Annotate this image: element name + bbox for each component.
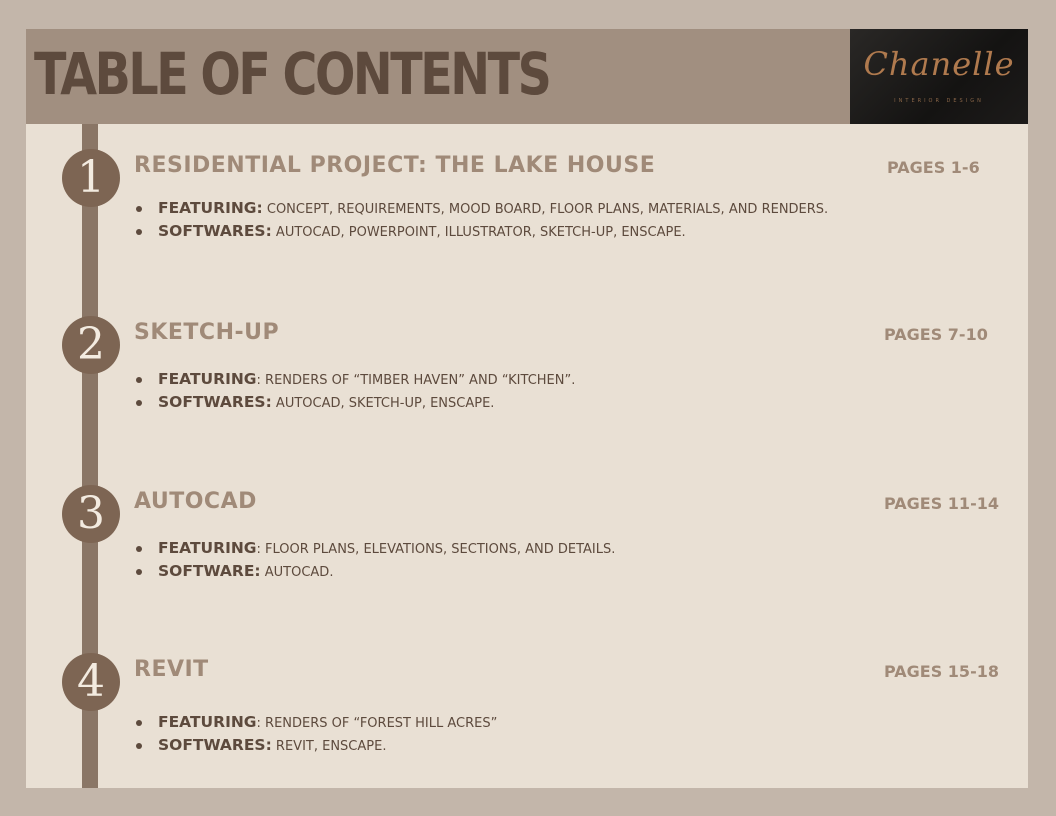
section-pages: PAGES 15-18: [884, 662, 999, 681]
bullet-dot-icon: [136, 229, 142, 235]
bullet-dot-icon: [136, 569, 142, 575]
section-bullets: [134, 711, 497, 757]
logo-script: Chanelle: [863, 45, 1015, 83]
bullet-software: [134, 560, 615, 583]
bullet-text: CONCEPT, REQUIREMENTS, MOOD BOARD, FLOOR PLANS, MATERIALS, AND RENDERS.: [262, 202, 829, 217]
bullet-text: AUTOCAD, POWERPOINT, ILLUSTRATOR, SKETCH-UP, ENSCAPE.: [271, 225, 686, 240]
bullet-dot-icon: [136, 546, 142, 552]
section-number: 1: [62, 149, 120, 207]
bullet-label: FEATURING:: [158, 199, 263, 217]
bullet-label: SOFTWARE:: [158, 562, 261, 580]
bullet-featuring: [134, 537, 615, 560]
section-title: REVIT: [134, 657, 209, 682]
section-title: RESIDENTIAL PROJECT: THE LAKE HOUSE: [134, 153, 656, 178]
bullet-dot-icon: [136, 720, 142, 726]
bullet-dot-icon: [136, 743, 142, 749]
bullet-label: FEATURING: [158, 713, 257, 731]
section-pages: PAGES 7-10: [884, 325, 988, 344]
bullet-text: : FLOOR PLANS, ELEVATIONS, SECTIONS, AND DETAILS.: [256, 542, 616, 557]
section-title: SKETCH-UP: [134, 320, 280, 345]
bullet-text: : RENDERS OF “FOREST HILL ACRES”: [256, 716, 498, 731]
bullet-dot-icon: [136, 206, 142, 212]
toc-page: [26, 29, 1028, 788]
bullet-label: SOFTWARES:: [158, 393, 272, 411]
section-number: 2: [62, 316, 120, 374]
section-pages: PAGES 1-6: [887, 158, 980, 177]
bullet-softwares: [134, 734, 497, 757]
section-title: AUTOCAD: [134, 489, 257, 514]
bullet-text: AUTOCAD.: [260, 565, 334, 580]
section-pages: PAGES 11-14: [884, 494, 999, 513]
section-bullets: [134, 537, 615, 583]
bullet-softwares: [134, 220, 828, 243]
bullet-featuring: [134, 711, 497, 734]
bullet-softwares: [134, 391, 575, 414]
logo-subtitle: INTERIOR DESIGN: [894, 98, 984, 104]
bullet-dot-icon: [136, 377, 142, 383]
bullet-text: : RENDERS OF “TIMBER HAVEN” AND “KITCHEN”.: [256, 373, 576, 388]
page-title: TABLE OF CONTENTS: [34, 40, 550, 108]
bullet-featuring: [134, 368, 575, 391]
bullet-label: SOFTWARES:: [158, 736, 272, 754]
logo: [850, 29, 1028, 124]
header-bar: [26, 29, 1028, 124]
section-bullets: [134, 368, 575, 414]
section-number: 3: [62, 485, 120, 543]
bullet-dot-icon: [136, 400, 142, 406]
bullet-text: AUTOCAD, SKETCH-UP, ENSCAPE.: [271, 396, 495, 411]
bullet-label: FEATURING: [158, 370, 257, 388]
bullet-label: SOFTWARES:: [158, 222, 272, 240]
section-number: 4: [62, 653, 120, 711]
bullet-text: REVIT, ENSCAPE.: [271, 739, 387, 754]
bullet-label: FEATURING: [158, 539, 257, 557]
section-bullets: [134, 197, 828, 243]
bullet-featuring: [134, 197, 828, 220]
